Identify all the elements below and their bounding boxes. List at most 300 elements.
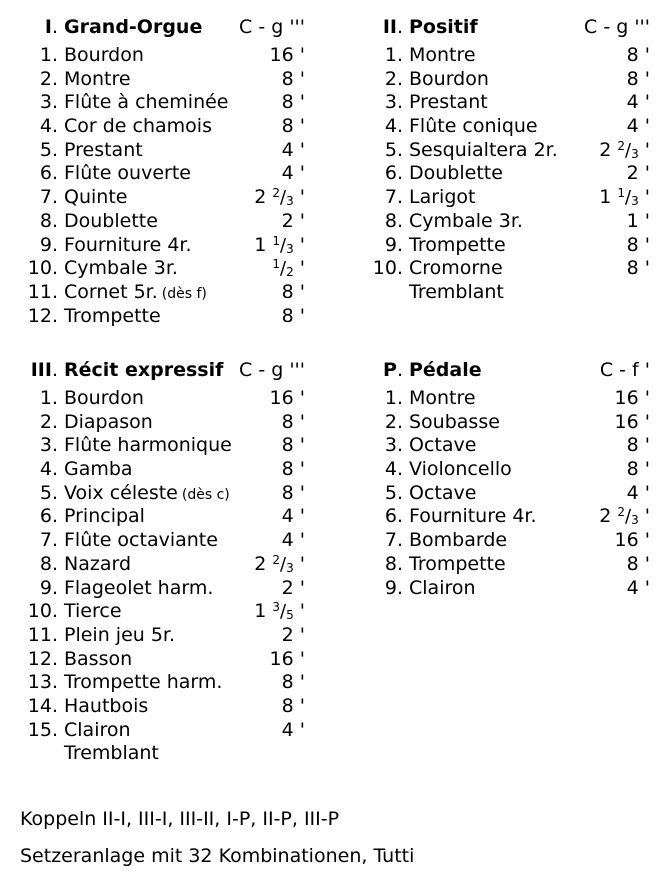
fraction-slash: /	[280, 187, 287, 209]
stop-pitch	[270, 44, 305, 68]
division-numeral	[5, 355, 58, 385]
foot-mark: '	[644, 91, 650, 114]
division-header	[350, 355, 650, 385]
stop-number: 11.	[27, 623, 58, 646]
stop-pitch	[282, 529, 305, 553]
pitch-whole: 8	[281, 694, 294, 717]
stop-row	[5, 91, 305, 115]
stop-name: Bourdon	[64, 44, 144, 66]
division-numeral	[350, 355, 403, 385]
stop-note: (dès c)	[181, 486, 230, 503]
stop-number: 3.	[384, 434, 403, 457]
stop-row	[5, 719, 305, 743]
stop-row	[5, 139, 305, 163]
foot-mark: '	[299, 387, 305, 409]
fraction-slash: /	[280, 601, 287, 623]
stop-name: Basson	[64, 647, 133, 670]
stop-pitch	[627, 234, 650, 258]
stop-name: Trompette	[64, 304, 161, 327]
foot-mark: '	[644, 434, 650, 457]
stop-name-cell	[409, 553, 506, 577]
stop-number: 8.	[384, 209, 403, 232]
stop-name-cell	[409, 411, 500, 435]
fraction-numerator: 2	[617, 505, 625, 520]
foot-mark: '	[299, 694, 305, 717]
stop-name: Quinte	[64, 186, 128, 209]
stop-name-cell	[64, 411, 153, 435]
division-numeral-dot: .	[51, 16, 58, 38]
stop-name-cell	[64, 458, 133, 482]
fraction-slash: /	[625, 187, 632, 209]
stop-name: Montre	[409, 44, 476, 66]
stop-number: 6.	[39, 505, 58, 528]
pitch-whole: 8	[281, 458, 294, 481]
stop-name: Flûte conique	[409, 115, 538, 138]
fraction-numerator: 2	[272, 186, 280, 201]
stop-name: Violoncello	[409, 458, 512, 481]
stop-number: 1.	[384, 44, 403, 66]
foot-mark: '	[644, 209, 650, 232]
pitch-whole: 8	[281, 671, 294, 694]
stop-pitch	[282, 505, 305, 529]
stop-number: 10.	[372, 257, 403, 280]
stop-row	[350, 162, 650, 186]
division-numeral	[350, 12, 403, 42]
pitch-whole: 8	[281, 91, 294, 114]
stop-name-cell	[64, 115, 212, 139]
stop-row	[350, 91, 650, 115]
fraction-denominator: 3	[286, 194, 294, 209]
stop-pitch	[270, 648, 305, 672]
stop-pitch	[254, 553, 305, 579]
stop-pitch	[627, 553, 650, 577]
stop-number: 2.	[39, 67, 58, 90]
stop-pitch	[627, 482, 650, 506]
division-compass: C - g '''	[239, 16, 305, 38]
stop-row	[5, 529, 305, 553]
stop-pitch	[254, 234, 305, 260]
stop-row	[5, 186, 305, 210]
fraction-denominator: 3	[631, 513, 639, 528]
foot-mark: '	[299, 434, 305, 457]
fraction-slash: /	[625, 506, 632, 528]
stop-pitch	[615, 529, 650, 553]
division-grand-orgue	[5, 12, 305, 328]
stop-name: Doublette	[409, 162, 503, 185]
stop-row	[5, 695, 305, 719]
pitch-fraction	[272, 257, 294, 280]
pitch-whole: 8	[281, 67, 294, 90]
stop-row	[5, 553, 305, 577]
stop-name-cell	[64, 505, 145, 529]
stop-name-cell	[409, 505, 537, 529]
division-header	[5, 12, 305, 42]
stop-row	[350, 434, 650, 458]
foot-mark: '	[299, 481, 305, 504]
stop-pitch	[282, 210, 305, 234]
division-name: Grand-Orgue	[64, 16, 203, 38]
pitch-fraction	[272, 600, 294, 623]
pitch-fraction	[272, 233, 294, 256]
division-compass: C - f '	[599, 359, 650, 381]
stop-pitch	[627, 44, 650, 68]
foot-mark: '	[299, 67, 305, 90]
pitch-whole: 16	[614, 529, 639, 552]
stop-row	[350, 234, 650, 258]
foot-mark: '	[299, 257, 305, 280]
stop-row	[350, 68, 650, 92]
stop-pitch	[627, 162, 650, 186]
stop-name-cell	[409, 458, 512, 482]
pitch-whole: 4	[626, 576, 639, 599]
division-name: Récit expressif	[64, 359, 224, 381]
division-positif	[350, 12, 650, 305]
division-pedale	[350, 355, 650, 600]
division-header	[350, 12, 650, 42]
foot-mark: '	[644, 458, 650, 481]
stop-pitch	[282, 411, 305, 435]
stop-number: 4.	[384, 458, 403, 481]
stop-pitch	[254, 186, 305, 212]
foot-mark: '	[299, 233, 305, 256]
stop-name-cell	[64, 68, 131, 92]
stop-row	[5, 411, 305, 435]
stop-name: Prestant	[409, 91, 488, 114]
foot-mark: '	[299, 458, 305, 481]
stop-name: Clairon	[64, 718, 131, 741]
stop-name: Octave	[409, 481, 477, 504]
stop-row	[350, 505, 650, 529]
foot-mark: '	[644, 505, 650, 528]
pitch-fraction	[617, 186, 639, 209]
stop-pitch	[282, 305, 305, 329]
fraction-denominator: 3	[631, 194, 639, 209]
stop-name: Flûte harmonique	[64, 434, 232, 457]
stop-name-cell	[64, 91, 229, 115]
stop-name-cell	[64, 186, 127, 210]
pitch-fraction	[272, 186, 294, 209]
stop-name-cell	[64, 482, 230, 508]
foot-mark: '	[644, 387, 650, 409]
stop-pitch	[282, 115, 305, 139]
stop-name-cell	[409, 210, 523, 234]
stop-name-cell	[64, 600, 122, 624]
stop-row	[5, 162, 305, 186]
pitch-whole: 16	[614, 410, 639, 433]
foot-mark: '	[299, 304, 305, 327]
foot-mark: '	[644, 410, 650, 433]
pitch-whole: 16	[614, 387, 639, 409]
stop-name: Cor de chamois	[64, 115, 212, 138]
stop-note: (dès f)	[161, 285, 207, 302]
stop-row	[5, 257, 305, 281]
stop-name-cell	[64, 210, 158, 234]
stop-name-cell	[409, 257, 503, 281]
stop-name: Prestant	[64, 138, 143, 161]
stop-pitch	[599, 186, 650, 212]
stop-pitch	[272, 257, 305, 283]
foot-mark: '	[299, 209, 305, 232]
pitch-whole: 8	[281, 481, 294, 504]
fraction-denominator: 3	[286, 560, 294, 575]
stop-pitch	[282, 577, 305, 601]
stop-row	[350, 210, 650, 234]
stop-number: 7.	[384, 186, 403, 209]
stop-pitch	[627, 458, 650, 482]
stop-name: Bourdon	[64, 387, 144, 409]
stop-name: Flûte ouverte	[64, 162, 191, 185]
stop-name-cell	[409, 234, 506, 258]
stop-number: 12.	[27, 304, 58, 327]
stop-number: 10.	[27, 257, 58, 280]
foot-mark: '	[644, 67, 650, 90]
tremulant-label: Tremblant	[409, 280, 504, 303]
stop-number: 8.	[39, 552, 58, 575]
stop-row	[5, 624, 305, 648]
stop-name-cell	[409, 387, 476, 411]
stop-name-cell	[409, 139, 558, 163]
stop-row	[350, 44, 650, 68]
stop-number: 4.	[39, 115, 58, 138]
stop-row	[5, 482, 305, 506]
foot-mark: '	[644, 576, 650, 599]
division-numeral-text: III	[30, 359, 52, 381]
stop-number: 5.	[39, 138, 58, 161]
stop-pitch	[627, 210, 650, 234]
pitch-whole: 2	[626, 162, 639, 185]
stop-number: 5.	[384, 138, 403, 161]
stop-name: Tierce	[64, 600, 122, 623]
foot-mark: '	[644, 186, 650, 209]
stop-name: Cymbale 3r.	[64, 257, 178, 280]
stop-number: 5.	[39, 481, 58, 504]
stop-number: 1.	[384, 387, 403, 409]
foot-mark: '	[299, 529, 305, 552]
pitch-whole: 1	[254, 233, 267, 256]
stop-row	[350, 115, 650, 139]
stop-name: Nazard	[64, 552, 132, 575]
stop-pitch	[615, 387, 650, 411]
pitch-whole: 8	[281, 280, 294, 303]
stop-name: Fourniture 4r.	[409, 505, 537, 528]
stop-name: Doublette	[64, 209, 158, 232]
stop-pitch	[282, 281, 305, 305]
pitch-whole: 1	[626, 209, 639, 232]
stop-name-cell	[409, 186, 475, 210]
stop-number: 9.	[39, 233, 58, 256]
division-name: Positif	[409, 16, 478, 38]
stop-pitch	[599, 139, 650, 165]
foot-mark: '	[299, 623, 305, 646]
stop-number: 3.	[39, 434, 58, 457]
foot-mark: '	[299, 647, 305, 670]
pitch-whole: 8	[626, 233, 639, 256]
foot-mark: '	[644, 115, 650, 138]
stop-name-cell	[64, 305, 161, 329]
pitch-whole: 8	[281, 115, 294, 138]
stop-name-cell	[409, 434, 476, 458]
stop-name-cell	[64, 162, 191, 186]
stop-name: Fourniture 4r.	[64, 233, 192, 256]
stop-name-cell	[409, 44, 476, 68]
fraction-slash: /	[280, 258, 287, 280]
stop-name-cell	[64, 719, 131, 743]
pitch-whole: 4	[626, 91, 639, 114]
stop-number: 2.	[384, 67, 403, 90]
stop-number: 2.	[39, 410, 58, 433]
foot-mark: '	[299, 410, 305, 433]
stop-pitch	[254, 600, 305, 626]
pitch-whole: 16	[269, 387, 294, 409]
fraction-slash: /	[625, 139, 632, 161]
stop-row	[5, 234, 305, 258]
stop-name: Hautbois	[64, 694, 149, 717]
stop-name-cell	[409, 115, 538, 139]
stop-name: Bourdon	[409, 67, 489, 90]
stop-pitch	[627, 434, 650, 458]
tremulant-label: Tremblant	[64, 742, 159, 765]
stop-name: Cromorne	[409, 257, 503, 280]
couplers-line: Koppeln II-I, III-I, III-II, I-P, II-P, III-P	[20, 808, 340, 830]
stop-row	[350, 458, 650, 482]
stop-number: 6.	[384, 505, 403, 528]
pitch-whole: 4	[626, 481, 639, 504]
stop-number: 15.	[27, 718, 58, 741]
stop-name-cell	[64, 695, 148, 719]
foot-mark: '	[644, 44, 650, 66]
stop-row	[350, 529, 650, 553]
stop-number: 11.	[27, 280, 58, 303]
stop-row	[5, 600, 305, 624]
fraction-slash: /	[280, 553, 287, 575]
foot-mark: '	[299, 115, 305, 138]
foot-mark: '	[299, 600, 305, 623]
stop-row	[350, 553, 650, 577]
pitch-whole: 2	[599, 505, 612, 528]
foot-mark: '	[644, 138, 650, 161]
stop-pitch	[627, 577, 650, 601]
tremulant-row	[5, 742, 305, 766]
foot-mark: '	[644, 233, 650, 256]
division-numeral-text: I	[44, 16, 52, 38]
pitch-whole: 2	[254, 552, 267, 575]
pitch-whole: 8	[626, 67, 639, 90]
stop-number: 1.	[39, 44, 58, 66]
pitch-whole: 16	[269, 44, 294, 66]
fraction-numerator: 1	[272, 257, 280, 272]
foot-mark: '	[299, 505, 305, 528]
stop-row	[5, 648, 305, 672]
pitch-whole: 1	[599, 186, 612, 209]
division-numeral-dot: .	[51, 359, 58, 381]
stop-name-cell	[409, 482, 476, 506]
division-name: Pédale	[409, 359, 482, 381]
pitch-whole: 8	[626, 552, 639, 575]
foot-mark: '	[299, 138, 305, 161]
foot-mark: '	[299, 91, 305, 114]
stop-row	[5, 387, 305, 411]
fraction-slash: /	[280, 234, 287, 256]
fraction-numerator: 3	[272, 600, 280, 615]
pitch-whole: 8	[281, 410, 294, 433]
stop-name: Principal	[64, 505, 145, 528]
foot-mark: '	[299, 280, 305, 303]
stop-row	[350, 387, 650, 411]
stop-name-cell	[64, 281, 207, 307]
pitch-whole: 8	[626, 257, 639, 280]
stop-name: Montre	[64, 67, 131, 90]
pitch-whole: 4	[281, 505, 294, 528]
stop-pitch	[282, 624, 305, 648]
foot-mark: '	[644, 257, 650, 280]
stop-row	[350, 411, 650, 435]
stop-row	[5, 68, 305, 92]
pitch-whole: 2	[599, 138, 612, 161]
stop-number: 10.	[27, 600, 58, 623]
stop-number: 13.	[27, 671, 58, 694]
stop-name: Clairon	[409, 576, 476, 599]
pitch-whole: 8	[281, 304, 294, 327]
pitch-whole: 1	[254, 600, 267, 623]
fraction-numerator: 2	[272, 552, 280, 567]
fraction-numerator: 1	[272, 233, 280, 248]
pitch-whole: 8	[281, 434, 294, 457]
pitch-whole: 2	[254, 186, 267, 209]
stop-pitch	[282, 91, 305, 115]
fraction-denominator: 2	[286, 265, 294, 280]
stop-pitch	[282, 68, 305, 92]
pitch-whole: 2	[281, 209, 294, 232]
pitch-whole: 2	[281, 576, 294, 599]
stop-name: Larigot	[409, 186, 476, 209]
stop-name: Montre	[409, 387, 476, 409]
stop-name: Sesquialtera 2r.	[409, 138, 558, 161]
stop-pitch	[599, 505, 650, 531]
stop-number: 7.	[384, 529, 403, 552]
division-recit-expressif	[5, 355, 305, 766]
stop-row	[5, 281, 305, 305]
stop-number: 7.	[39, 186, 58, 209]
pitch-fraction	[617, 138, 639, 161]
fraction-denominator: 3	[286, 241, 294, 256]
stop-row	[5, 671, 305, 695]
pitch-whole: 8	[626, 458, 639, 481]
fraction-numerator: 2	[617, 138, 625, 153]
pitch-whole: 16	[269, 647, 294, 670]
stop-number: 9.	[384, 576, 403, 599]
foot-mark: '	[644, 481, 650, 504]
stop-number: 4.	[39, 458, 58, 481]
pitch-whole: 4	[281, 162, 294, 185]
foot-mark: '	[644, 552, 650, 575]
stop-row	[350, 577, 650, 601]
stop-number: 5.	[384, 481, 403, 504]
stop-number: 14.	[27, 694, 58, 717]
stop-pitch	[282, 482, 305, 506]
division-numeral	[5, 12, 58, 42]
stop-name: Cornet 5r.	[64, 280, 158, 303]
pitch-whole: 8	[626, 44, 639, 66]
stop-row	[350, 257, 650, 281]
foot-mark: '	[299, 552, 305, 575]
stop-name-cell	[409, 577, 476, 601]
foot-mark: '	[299, 576, 305, 599]
combinations-line: Setzeranlage mit 32 Kombinationen, Tutti	[20, 845, 415, 867]
stop-name-cell	[64, 44, 144, 68]
stop-number: 3.	[39, 91, 58, 114]
stop-pitch	[270, 387, 305, 411]
foot-mark: '	[299, 671, 305, 694]
